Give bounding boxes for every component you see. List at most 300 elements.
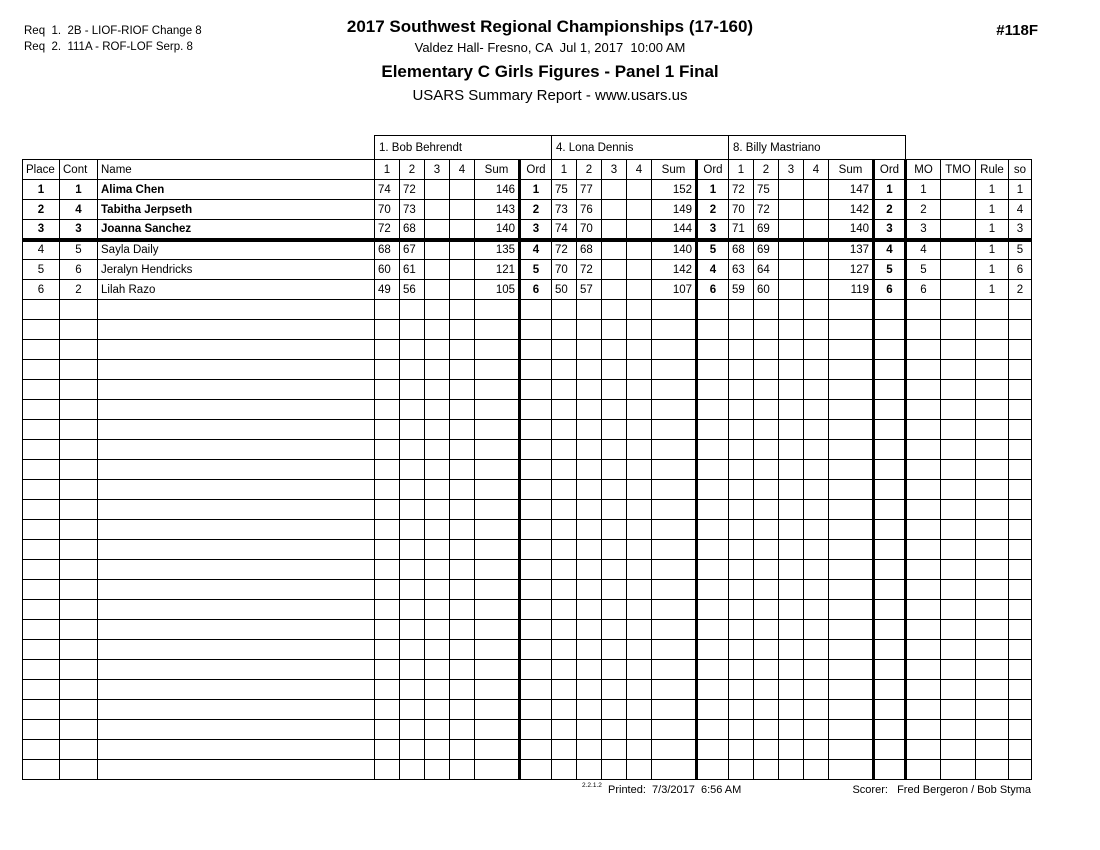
score-cell [450,680,475,700]
score-cell [425,560,450,580]
score-cell [400,380,425,400]
cont-cell [60,320,98,340]
score-cell [552,700,577,720]
ord-cell [697,440,729,460]
tmo-cell [941,360,976,380]
score-cell [602,480,627,500]
score-cell: 60 [375,260,400,280]
sum-cell [475,460,520,480]
score-cell [779,240,804,260]
score-cell [804,760,829,780]
sum-cell [829,720,874,740]
sum-cell [652,420,697,440]
ord-cell [874,480,906,500]
score-cell [577,580,602,600]
sum-cell [652,380,697,400]
so-cell [1009,380,1032,400]
so-cell [1009,720,1032,740]
score-cell [779,400,804,420]
score-cell [577,740,602,760]
tmo-cell [941,680,976,700]
score-cell [602,220,627,240]
empty-row [23,520,1032,540]
cont-cell [60,700,98,720]
score-cell [425,580,450,600]
ord-cell: 5 [697,240,729,260]
place-cell: 3 [23,220,60,240]
score-cell [425,640,450,660]
score-cell [754,680,779,700]
scorer-line: Scorer: Fred Bergeron / Bob Styma [852,784,1031,796]
sum-cell [829,580,874,600]
tmo-cell [941,180,976,200]
score-cell [729,500,754,520]
place-cell [23,760,60,780]
ord-cell: 5 [874,260,906,280]
name-cell [98,380,375,400]
score-cell [400,400,425,420]
sum-cell [829,440,874,460]
score-cell [375,740,400,760]
empty-row [23,300,1032,320]
score-cell [577,440,602,460]
rule-cell [976,500,1009,520]
score-cell [552,320,577,340]
so-cell: 6 [1009,260,1032,280]
rule-cell: 1 [976,180,1009,200]
rule-cell [976,380,1009,400]
col-header-tmo: TMO [941,160,976,180]
so-cell [1009,620,1032,640]
ord-cell [874,680,906,700]
score-cell [577,680,602,700]
score-cell [450,240,475,260]
score-cell [602,200,627,220]
tmo-cell [941,700,976,720]
place-cell [23,440,60,460]
score-cell [754,300,779,320]
rule-cell [976,440,1009,460]
sum-cell: 143 [475,200,520,220]
name-cell [98,600,375,620]
place-cell: 5 [23,260,60,280]
score-cell [577,520,602,540]
sum-cell [829,560,874,580]
mo-cell [906,520,941,540]
ord-cell [697,300,729,320]
so-cell [1009,520,1032,540]
col-header-mo: MO [906,160,941,180]
rule-cell [976,520,1009,540]
empty-row [23,440,1032,460]
sum-cell [475,520,520,540]
right-spacer [906,136,1032,160]
name-cell [98,320,375,340]
score-cell [804,400,829,420]
score-cell [779,420,804,440]
tmo-cell [941,220,976,240]
score-cell [450,300,475,320]
sum-cell: 107 [652,280,697,300]
mo-cell [906,500,941,520]
so-cell [1009,680,1032,700]
ord-cell [520,640,552,660]
score-cell: 77 [577,180,602,200]
cont-cell [60,440,98,460]
score-cell [425,260,450,280]
score-cell [450,600,475,620]
mo-cell [906,340,941,360]
score-cell [577,560,602,580]
score-cell [804,720,829,740]
score-cell [450,740,475,760]
mo-cell: 5 [906,260,941,280]
tmo-cell [941,260,976,280]
result-row [23,280,1032,300]
ord-cell [697,720,729,740]
ord-cell: 6 [520,280,552,300]
score-cell [627,360,652,380]
ord-cell [520,320,552,340]
rule-cell: 1 [976,280,1009,300]
report-header [0,17,1100,104]
score-cell [602,360,627,380]
ord-cell [697,640,729,660]
sum-cell: 140 [475,220,520,240]
score-cell: 70 [577,220,602,240]
score-cell [552,520,577,540]
score-cell: 69 [754,240,779,260]
score-cell: 64 [754,260,779,280]
empty-row [23,600,1032,620]
name-cell [98,560,375,580]
score-cell [577,340,602,360]
ord-cell [697,580,729,600]
score-cell [779,560,804,580]
score-cell [754,360,779,380]
sum-cell [829,380,874,400]
score-cell [577,660,602,680]
sum-cell [652,700,697,720]
result-row [23,240,1032,260]
place-cell: 1 [23,180,60,200]
score-cell [627,380,652,400]
score-cell [729,540,754,560]
rule-cell [976,700,1009,720]
ord-cell [697,340,729,360]
score-cell: 73 [400,200,425,220]
score-cell [552,560,577,580]
ord-cell: 4 [697,260,729,280]
score-cell [425,480,450,500]
ord-cell [520,540,552,560]
name-cell: Jeralyn Hendricks [98,260,375,280]
score-cell [602,640,627,660]
score-cell [804,340,829,360]
cont-cell [60,760,98,780]
score-cell [627,280,652,300]
ord-cell [520,480,552,500]
ord-cell [697,500,729,520]
empty-row [23,700,1032,720]
score-cell [400,580,425,600]
score-cell [425,700,450,720]
score-cell [450,760,475,780]
mo-cell [906,680,941,700]
cont-cell [60,560,98,580]
cont-cell [60,740,98,760]
mo-cell: 1 [906,180,941,200]
cont-cell [60,620,98,640]
score-cell [425,320,450,340]
score-cell [552,420,577,440]
cont-cell: 2 [60,280,98,300]
cont-cell: 1 [60,180,98,200]
tmo-cell [941,620,976,640]
ord-cell [874,600,906,620]
name-cell [98,640,375,660]
tmo-cell [941,600,976,620]
place-cell [23,480,60,500]
so-cell [1009,740,1032,760]
score-cell [627,420,652,440]
score-cell [627,340,652,360]
empty-row [23,720,1032,740]
sum-cell [829,700,874,720]
ord-cell [520,660,552,680]
cont-cell [60,480,98,500]
score-cell [779,360,804,380]
score-cell [602,240,627,260]
score-cell [602,420,627,440]
sum-cell: 142 [652,260,697,280]
sum-cell: 140 [829,220,874,240]
rule-cell: 1 [976,260,1009,280]
sum-cell [829,680,874,700]
mo-cell [906,460,941,480]
score-cell [602,540,627,560]
sum-cell [652,320,697,340]
score-cell [627,400,652,420]
score-cell [804,180,829,200]
ord-cell [697,660,729,680]
score-cell [602,620,627,640]
score-cell [779,740,804,760]
score-cell [729,480,754,500]
score-cell [375,460,400,480]
place-cell [23,400,60,420]
ord-cell [874,340,906,360]
score-cell [450,340,475,360]
tmo-cell [941,660,976,680]
col-header-ord: Ord [697,160,729,180]
score-cell [602,720,627,740]
so-cell [1009,580,1032,600]
score-cell [400,700,425,720]
empty-row [23,420,1032,440]
score-cell [754,380,779,400]
score-cell [602,440,627,460]
score-cell [602,500,627,520]
place-cell [23,520,60,540]
score-cell [602,680,627,700]
ord-cell [520,420,552,440]
score-cell [779,280,804,300]
score-cell: 49 [375,280,400,300]
score-cell [779,380,804,400]
rule-cell [976,340,1009,360]
score-cell [425,280,450,300]
score-cell [754,460,779,480]
column-header-row [23,160,1032,180]
sum-cell: 146 [475,180,520,200]
ord-cell: 1 [520,180,552,200]
score-cell [552,400,577,420]
score-cell [375,660,400,680]
ord-cell [697,380,729,400]
tmo-cell [941,640,976,660]
score-cell [552,380,577,400]
score-cell [425,620,450,640]
sum-cell [652,440,697,460]
place-cell [23,680,60,700]
col-header-3: 3 [425,160,450,180]
judge-name-header: 1. Bob Behrendt [375,136,552,160]
sum-cell [475,400,520,420]
score-cell: 72 [552,240,577,260]
mo-cell: 4 [906,240,941,260]
name-cell [98,660,375,680]
score-cell [627,720,652,740]
score-cell [400,740,425,760]
score-cell [602,580,627,600]
score-cell [602,760,627,780]
score-cell [804,520,829,540]
name-cell [98,460,375,480]
ord-cell [874,380,906,400]
cont-cell: 6 [60,260,98,280]
so-cell [1009,460,1032,480]
place-cell [23,640,60,660]
tmo-cell [941,740,976,760]
ord-cell [874,300,906,320]
score-cell [400,360,425,380]
cont-cell [60,540,98,560]
name-cell [98,680,375,700]
score-cell [577,600,602,620]
score-cell [804,380,829,400]
ord-cell: 2 [520,200,552,220]
score-cell [779,620,804,640]
empty-row [23,640,1032,660]
score-cell [400,720,425,740]
ord-cell [520,400,552,420]
tmo-cell [941,380,976,400]
version-note: 2.2.1.2 [582,782,602,789]
score-cell [577,400,602,420]
score-cell [400,520,425,540]
score-cell [729,580,754,600]
score-cell [804,320,829,340]
cont-cell [60,520,98,540]
score-cell [375,720,400,740]
score-cell: 68 [729,240,754,260]
cont-cell [60,380,98,400]
ord-cell [520,520,552,540]
so-cell [1009,560,1032,580]
col-header-1: 1 [375,160,400,180]
score-cell [627,460,652,480]
sum-cell [652,740,697,760]
so-cell [1009,500,1032,520]
sum-cell [829,760,874,780]
tmo-cell [941,460,976,480]
cont-cell [60,420,98,440]
score-cell: 76 [577,200,602,220]
ord-cell [520,720,552,740]
mo-cell [906,600,941,620]
score-cell [400,640,425,660]
score-cell: 68 [400,220,425,240]
score-cell [450,400,475,420]
score-cell [577,300,602,320]
ord-cell: 2 [874,200,906,220]
name-cell [98,760,375,780]
rule-cell: 1 [976,220,1009,240]
score-cell [425,460,450,480]
score-cell [425,220,450,240]
results-table [22,135,1032,780]
ord-cell [520,440,552,460]
col-header-place: Place [23,160,60,180]
ord-cell [697,480,729,500]
score-cell [754,440,779,460]
mo-cell [906,380,941,400]
col-header-ord: Ord [520,160,552,180]
ord-cell [697,520,729,540]
empty-row [23,680,1032,700]
score-cell [602,740,627,760]
score-cell [400,660,425,680]
ord-cell [520,680,552,700]
score-cell [375,480,400,500]
score-cell [400,440,425,460]
ord-cell: 3 [697,220,729,240]
place-cell: 2 [23,200,60,220]
score-cell [425,240,450,260]
sum-cell [829,640,874,660]
name-cell [98,540,375,560]
score-cell [602,560,627,580]
venue-date-line: Valdez Hall- Fresno, CA Jul 1, 2017 10:00 AM [414,40,686,55]
col-header-name: Name [98,160,375,180]
ord-cell [874,320,906,340]
score-cell [804,220,829,240]
score-cell [450,640,475,660]
score-cell [425,720,450,740]
cont-cell: 4 [60,200,98,220]
score-cell [425,300,450,320]
score-cell [425,420,450,440]
score-cell [425,500,450,520]
score-cell [375,420,400,440]
score-cell [754,580,779,600]
score-cell [627,540,652,560]
corner-spacer [23,136,375,160]
tmo-cell [941,500,976,520]
so-cell [1009,540,1032,560]
score-cell [602,660,627,680]
